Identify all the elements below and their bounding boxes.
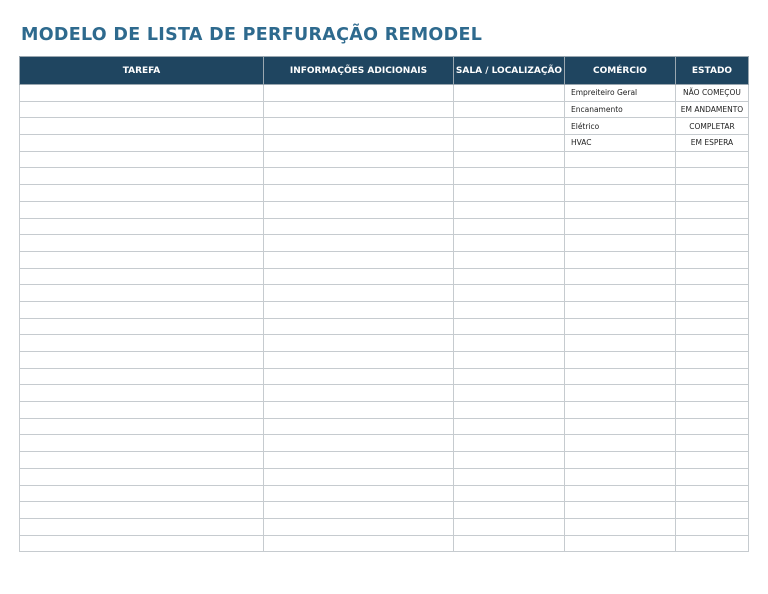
task-cell[interactable]	[20, 468, 264, 485]
table-body	[20, 85, 749, 552]
info-cell[interactable]	[264, 101, 454, 118]
info-cell[interactable]	[264, 418, 454, 435]
status-cell[interactable]	[676, 452, 749, 469]
trade-cell[interactable]	[565, 485, 676, 502]
status-cell[interactable]	[676, 285, 749, 302]
room-cell[interactable]	[454, 285, 565, 302]
trade-cell[interactable]	[565, 218, 676, 235]
table-row	[20, 318, 749, 335]
trade-cell[interactable]	[565, 201, 676, 218]
room-cell[interactable]	[454, 485, 565, 502]
info-cell[interactable]	[264, 218, 454, 235]
info-cell[interactable]	[264, 535, 454, 552]
column-header-room: SALA / LOCALIZAÇÃO	[454, 57, 565, 85]
status-cell[interactable]	[676, 218, 749, 235]
info-cell[interactable]	[264, 268, 454, 285]
info-cell[interactable]	[264, 452, 454, 469]
trade-cell[interactable]	[565, 502, 676, 519]
room-cell[interactable]	[454, 418, 565, 435]
task-cell[interactable]	[20, 301, 264, 318]
info-cell[interactable]	[264, 502, 454, 519]
trade-cell[interactable]	[565, 352, 676, 369]
table-row	[20, 301, 749, 318]
info-cell[interactable]	[264, 518, 454, 535]
info-cell[interactable]	[264, 435, 454, 452]
table-row	[20, 352, 749, 369]
task-cell[interactable]	[20, 318, 264, 335]
info-cell[interactable]	[264, 402, 454, 419]
trade-cell[interactable]	[565, 418, 676, 435]
status-cell[interactable]	[676, 318, 749, 335]
table-row	[20, 168, 749, 185]
room-cell[interactable]	[454, 435, 565, 452]
info-cell[interactable]	[264, 285, 454, 302]
task-cell[interactable]	[20, 135, 264, 152]
table-row	[20, 535, 749, 552]
status-cell[interactable]	[676, 235, 749, 252]
task-cell[interactable]	[20, 218, 264, 235]
room-cell[interactable]	[454, 402, 565, 419]
task-cell[interactable]	[20, 368, 264, 385]
status-cell[interactable]: NÃO COMEÇOU	[676, 85, 749, 102]
table-row	[20, 151, 749, 168]
room-cell[interactable]	[454, 101, 565, 118]
task-cell[interactable]	[20, 118, 264, 135]
info-cell[interactable]	[264, 201, 454, 218]
status-cell[interactable]: EM ANDAMENTO	[676, 101, 749, 118]
room-cell[interactable]	[454, 201, 565, 218]
trade-cell[interactable]: Elétrico	[565, 118, 676, 135]
task-cell[interactable]	[20, 402, 264, 419]
task-cell[interactable]	[20, 385, 264, 402]
trade-cell[interactable]	[565, 402, 676, 419]
info-cell[interactable]	[264, 135, 454, 152]
room-cell[interactable]	[454, 385, 565, 402]
room-cell[interactable]	[454, 301, 565, 318]
table-row	[20, 101, 749, 118]
status-cell[interactable]	[676, 502, 749, 519]
header-row	[20, 57, 749, 85]
room-cell[interactable]	[454, 318, 565, 335]
info-cell[interactable]	[264, 235, 454, 252]
table-row	[20, 285, 749, 302]
task-cell[interactable]	[20, 285, 264, 302]
task-cell[interactable]	[20, 518, 264, 535]
room-cell[interactable]	[454, 185, 565, 202]
room-cell[interactable]	[454, 218, 565, 235]
status-cell[interactable]	[676, 468, 749, 485]
trade-cell[interactable]	[565, 285, 676, 302]
task-cell[interactable]	[20, 485, 264, 502]
room-cell[interactable]	[454, 335, 565, 352]
table-row	[20, 335, 749, 352]
room-cell[interactable]	[454, 135, 565, 152]
column-header-status: ESTADO	[676, 57, 749, 85]
room-cell[interactable]	[454, 518, 565, 535]
info-cell[interactable]	[264, 335, 454, 352]
table-row	[20, 452, 749, 469]
info-cell[interactable]	[264, 118, 454, 135]
info-cell[interactable]	[264, 352, 454, 369]
task-cell[interactable]	[20, 201, 264, 218]
trade-cell[interactable]: Encanamento	[565, 101, 676, 118]
info-cell[interactable]	[264, 251, 454, 268]
trade-cell[interactable]	[565, 518, 676, 535]
trade-cell[interactable]	[565, 268, 676, 285]
room-cell[interactable]	[454, 502, 565, 519]
status-cell[interactable]	[676, 168, 749, 185]
trade-cell[interactable]: HVAC	[565, 135, 676, 152]
trade-cell[interactable]	[565, 452, 676, 469]
room-cell[interactable]	[454, 368, 565, 385]
task-cell[interactable]	[20, 101, 264, 118]
room-cell[interactable]	[454, 118, 565, 135]
table-row	[20, 435, 749, 452]
status-cell[interactable]	[676, 201, 749, 218]
room-cell[interactable]	[454, 468, 565, 485]
page-title: MODELO DE LISTA DE PERFURAÇÃO REMODEL	[21, 25, 483, 45]
status-cell[interactable]	[676, 251, 749, 268]
table-row	[20, 485, 749, 502]
status-cell[interactable]	[676, 185, 749, 202]
info-cell[interactable]	[264, 185, 454, 202]
table-row	[20, 85, 749, 102]
info-cell[interactable]	[264, 468, 454, 485]
room-cell[interactable]	[454, 268, 565, 285]
info-cell[interactable]	[264, 485, 454, 502]
room-cell[interactable]	[454, 85, 565, 102]
room-cell[interactable]	[454, 535, 565, 552]
task-cell[interactable]	[20, 335, 264, 352]
table-row	[20, 468, 749, 485]
status-cell[interactable]	[676, 518, 749, 535]
status-cell[interactable]	[676, 368, 749, 385]
table-row	[20, 368, 749, 385]
room-cell[interactable]	[454, 251, 565, 268]
info-cell[interactable]	[264, 368, 454, 385]
room-cell[interactable]	[454, 151, 565, 168]
status-cell[interactable]	[676, 268, 749, 285]
info-cell[interactable]	[264, 85, 454, 102]
status-cell[interactable]	[676, 402, 749, 419]
table-row	[20, 418, 749, 435]
trade-cell[interactable]	[565, 335, 676, 352]
task-cell[interactable]	[20, 85, 264, 102]
info-cell[interactable]	[264, 301, 454, 318]
status-cell[interactable]: COMPLETAR	[676, 118, 749, 135]
table-row	[20, 268, 749, 285]
trade-cell[interactable]	[565, 385, 676, 402]
task-cell[interactable]	[20, 452, 264, 469]
punch-list-table	[19, 56, 749, 552]
trade-cell[interactable]	[565, 235, 676, 252]
trade-cell[interactable]	[565, 151, 676, 168]
status-cell[interactable]	[676, 335, 749, 352]
task-cell[interactable]	[20, 268, 264, 285]
table-row	[20, 218, 749, 235]
trade-cell[interactable]	[565, 468, 676, 485]
task-cell[interactable]	[20, 502, 264, 519]
table-row	[20, 185, 749, 202]
table-row	[20, 502, 749, 519]
info-cell[interactable]	[264, 385, 454, 402]
task-cell[interactable]	[20, 185, 264, 202]
task-cell[interactable]	[20, 535, 264, 552]
task-cell[interactable]	[20, 235, 264, 252]
table-row	[20, 385, 749, 402]
table-row	[20, 235, 749, 252]
status-cell[interactable]	[676, 151, 749, 168]
room-cell[interactable]	[454, 352, 565, 369]
table-row	[20, 402, 749, 419]
table-row	[20, 518, 749, 535]
trade-cell[interactable]	[565, 185, 676, 202]
info-cell[interactable]	[264, 168, 454, 185]
trade-cell[interactable]	[565, 368, 676, 385]
column-header-info: INFORMAÇÕES ADICIONAIS	[264, 57, 454, 85]
task-cell[interactable]	[20, 435, 264, 452]
task-cell[interactable]	[20, 352, 264, 369]
trade-cell[interactable]	[565, 535, 676, 552]
task-cell[interactable]	[20, 151, 264, 168]
trade-cell[interactable]	[565, 251, 676, 268]
status-cell[interactable]	[676, 301, 749, 318]
task-cell[interactable]	[20, 168, 264, 185]
status-cell[interactable]	[676, 418, 749, 435]
info-cell[interactable]	[264, 318, 454, 335]
status-cell[interactable]	[676, 485, 749, 502]
task-cell[interactable]	[20, 418, 264, 435]
room-cell[interactable]	[454, 452, 565, 469]
trade-cell[interactable]	[565, 435, 676, 452]
column-header-task: TAREFA	[20, 57, 264, 85]
trade-cell[interactable]	[565, 168, 676, 185]
table-row	[20, 251, 749, 268]
table-row	[20, 201, 749, 218]
status-cell[interactable]	[676, 352, 749, 369]
room-cell[interactable]	[454, 235, 565, 252]
trade-cell[interactable]: Empreiteiro Geral	[565, 85, 676, 102]
status-cell[interactable]	[676, 385, 749, 402]
status-cell[interactable]	[676, 535, 749, 552]
status-cell[interactable]: EM ESPERA	[676, 135, 749, 152]
trade-cell[interactable]	[565, 301, 676, 318]
room-cell[interactable]	[454, 168, 565, 185]
trade-cell[interactable]	[565, 318, 676, 335]
task-cell[interactable]	[20, 251, 264, 268]
status-cell[interactable]	[676, 435, 749, 452]
info-cell[interactable]	[264, 151, 454, 168]
table-row	[20, 118, 749, 135]
table-row	[20, 135, 749, 152]
column-header-trade: COMÉRCIO	[565, 57, 676, 85]
